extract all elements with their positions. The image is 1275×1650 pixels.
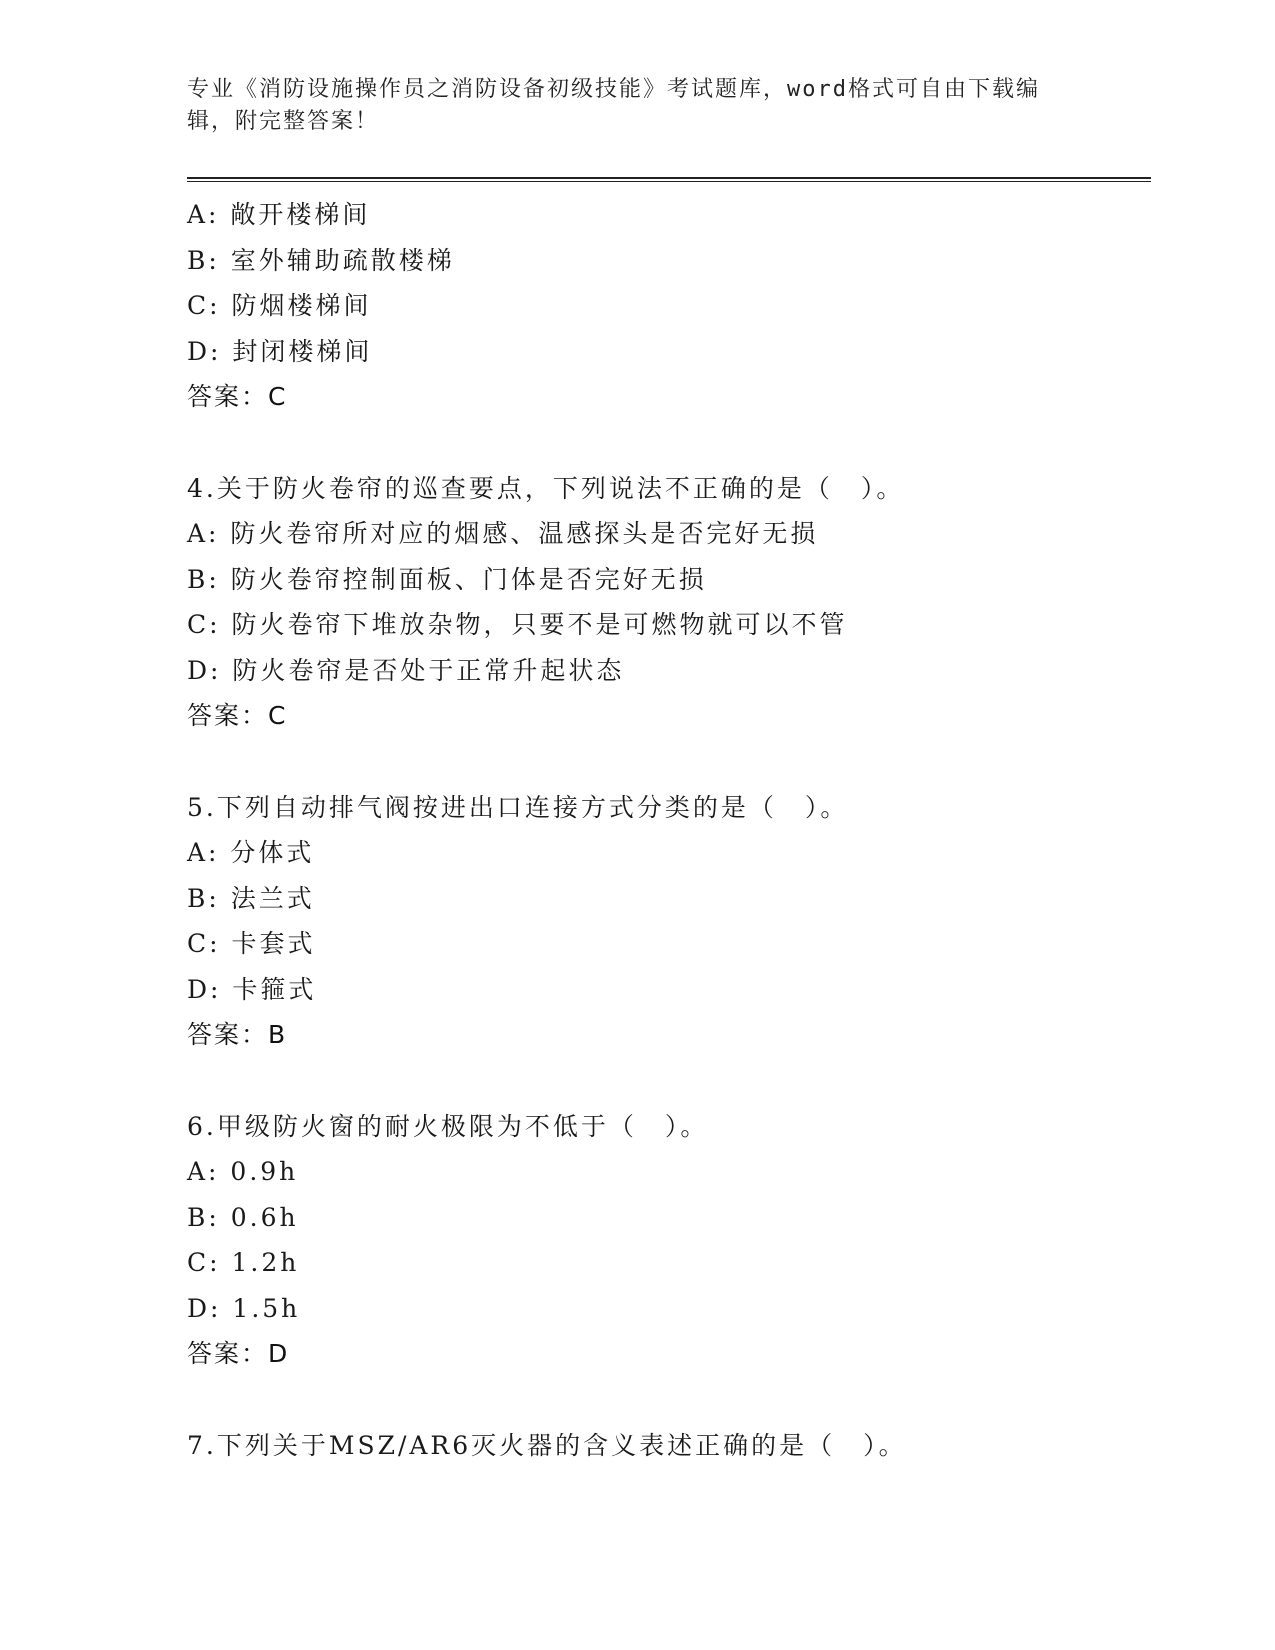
- option-b: B: 室外辅助疏散楼梯: [187, 245, 455, 275]
- spacer: [187, 1377, 1147, 1423]
- option-c: C: 防烟楼梯间: [187, 291, 372, 320]
- option-a: A: 防火卷帘所对应的烟感、温感探头是否完好无损: [187, 519, 819, 548]
- question-stem: 4.关于防火卷帘的巡查要点，下列说法不正确的是（ ）。: [187, 473, 905, 503]
- option-a: A: 0.9h: [187, 1157, 299, 1186]
- option-b: B: 0.6h: [187, 1202, 299, 1232]
- answer: 答案：C: [187, 701, 288, 730]
- option-d: D: 防火卷帘是否处于正常升起状态: [187, 655, 625, 685]
- intro-line-1: 专业《消防设施操作员之消防设备初级技能》考试题库，word格式可自由下载编: [187, 77, 1040, 102]
- document-intro: [187, 74, 1067, 138]
- option-c: C: 防火卷帘下堆放杂物，只要不是可燃物就可以不管: [187, 610, 848, 639]
- header-divider: [187, 177, 1151, 182]
- option-d: D: 1.5h: [187, 1293, 301, 1323]
- spacer: [187, 1058, 1147, 1104]
- option-a: A: 分体式: [187, 838, 315, 867]
- option-c: C: 卡套式: [187, 929, 316, 958]
- intro-line-2: 辑，附完整答案！: [187, 109, 380, 134]
- answer: 答案：C: [187, 382, 288, 411]
- answer: 答案：D: [187, 1339, 290, 1368]
- option-d: D: 封闭楼梯间: [187, 336, 373, 366]
- option-d: D: 卡箍式: [187, 974, 317, 1004]
- spacer: [187, 420, 1147, 466]
- question-stem: 6.甲级防火窗的耐火极限为不低于（ ）。: [187, 1111, 709, 1141]
- spacer: [187, 739, 1147, 785]
- question-stem: 7.下列关于MSZ/AR6灭火器的含义表述正确的是（ ）。: [187, 1430, 907, 1460]
- question-block-7: [187, 1423, 1147, 1469]
- option-b: B: 法兰式: [187, 883, 315, 913]
- question-stem: 5.下列自动排气阀按进出口连接方式分类的是（ ）。: [187, 792, 849, 822]
- question-block-6: [187, 1104, 1147, 1377]
- question-block-3: [187, 192, 1147, 420]
- option-a: A: 敞开楼梯间: [187, 200, 371, 229]
- question-block-5: [187, 785, 1147, 1058]
- option-c: C: 1.2h: [187, 1248, 300, 1277]
- option-b: B: 防火卷帘控制面板、门体是否完好无损: [187, 564, 707, 594]
- question-block-4: [187, 466, 1147, 739]
- question-list: [187, 192, 1147, 1468]
- answer: 答案：B: [187, 1020, 288, 1049]
